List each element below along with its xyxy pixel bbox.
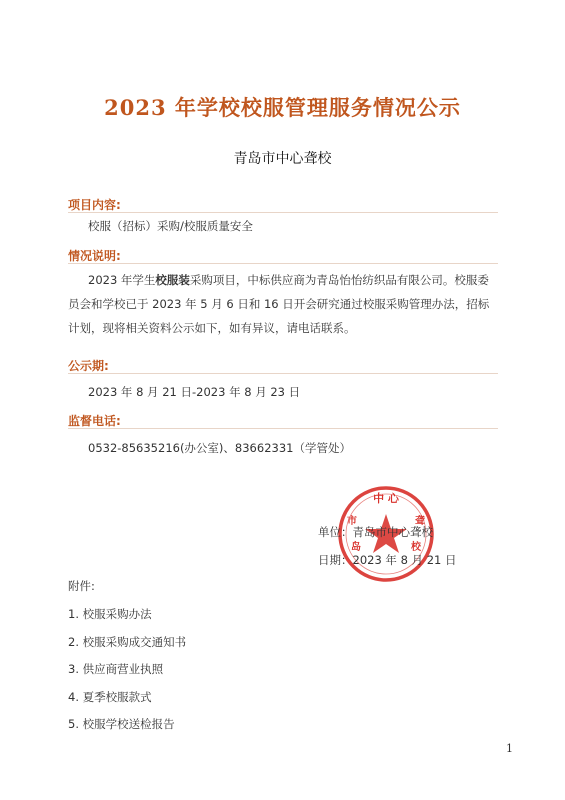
situation-text-bold: 校服装 bbox=[155, 273, 190, 287]
phone-heading: 监督电话: bbox=[68, 414, 121, 428]
svg-text:中 心: 中 心 bbox=[373, 492, 399, 505]
situation-text bbox=[68, 268, 498, 340]
attachment-item[interactable]: 4. 夏季校服款式 bbox=[68, 690, 152, 704]
section-divider bbox=[68, 212, 498, 213]
project-text: 校服（招标）采购/校服质量安全 bbox=[88, 219, 253, 233]
attachment-item[interactable]: 3. 供应商营业执照 bbox=[68, 662, 164, 676]
attachment-item[interactable]: 1. 校服采购办法 bbox=[68, 607, 152, 621]
document-title: 2023 年学校校服管理服务情况公示 bbox=[104, 95, 461, 120]
situation-text-start: 2023 年学生 bbox=[88, 273, 156, 287]
school-name: 青岛市中心聋校 bbox=[233, 151, 332, 167]
project-heading: 项目内容: bbox=[68, 198, 121, 212]
period-text: 2023 年 8 月 21 日-2023 年 8 月 23 日 bbox=[88, 385, 301, 399]
section-divider bbox=[68, 428, 498, 429]
signature-unit: 单位：青岛市中心聋校 bbox=[318, 525, 433, 539]
phone-text: 0532-85635216(办公室)、83662331（学管处） bbox=[88, 441, 351, 455]
signature-date: 日期：2023 年 8 月 21 日 bbox=[318, 553, 457, 567]
section-divider bbox=[68, 263, 498, 264]
period-heading: 公示期: bbox=[68, 359, 109, 373]
svg-text:校: 校 bbox=[411, 542, 421, 553]
page-number: 1 bbox=[506, 742, 513, 755]
attachment-item[interactable]: 5. 校服学校送检报告 bbox=[68, 717, 175, 731]
situation-text-rest: 采购项目，中标供应商为青岛怡怡纺织品有限公司。校服委员会和学校已于 2023 年 5 月 6 日和 16 日开会研究通过校服采购管理办法，招标计划，现将相关资料公示如下，如有异议，请电话联系。 bbox=[68, 273, 490, 335]
situation-heading: 情况说明: bbox=[68, 249, 121, 263]
attachments-heading: 附件: bbox=[68, 579, 95, 593]
section-divider bbox=[68, 373, 498, 374]
svg-text:聋: 聋 bbox=[415, 516, 425, 527]
svg-text:市: 市 bbox=[347, 516, 357, 527]
svg-text:岛: 岛 bbox=[351, 542, 361, 553]
attachment-item[interactable]: 2. 校服采购成交通知书 bbox=[68, 635, 187, 649]
